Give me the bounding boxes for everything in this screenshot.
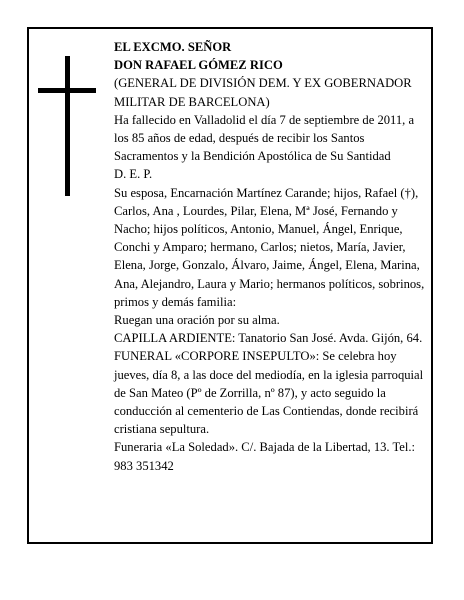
death-notice: Ha fallecido en Valladolid el día 7 de septiembre de 2011, a los 85 años de edad, después de recibir los Santos Sacramentos y la Bendición Apostólica de Su Santidad xyxy=(114,112,415,164)
deceased-name: DON RAFAEL GÓMEZ RICO xyxy=(114,58,283,73)
prayer-request: Ruegan una oración por su alma. xyxy=(114,313,280,328)
obituary-text xyxy=(114,38,429,475)
deceased-rank: (GENERAL DE DIVISIÓN DEM. Y EX GOBERNADOR MILITAR DE BARCELONA) xyxy=(114,76,412,109)
chapel-info: CAPILLA ARDIENTE: Tanatorio San José. Avda. Gijón, 64. xyxy=(114,331,423,346)
rip: D. E. P. xyxy=(114,167,153,182)
cross-icon-bar xyxy=(38,88,96,93)
funeral-home: Funeraria «La Soledad». C/. Bajada de la Libertad, 13. Tel.: 983 351342 xyxy=(114,440,416,473)
deceased-title: EL EXCMO. SEÑOR xyxy=(114,40,232,54)
funeral-info: FUNERAL «CORPORE INSEPULTO»: Se celebra hoy jueves, día 8, a las doce del mediodía, en la iglesia parroquial de San Mateo (Pº de Zorrilla, nº 87), y acto seguido la conducción al cementerio de Las Contiendas, donde recibirá cristiana sepultura. xyxy=(114,349,424,437)
family-list: Su esposa, Encarnación Martínez Carande; hijos, Rafael (†), Carlos, Ana , Lourdes, Pilar, Elena, Mª José, Fernando y Nacho; hijos políticos, Antonio, Manuel, Ángel, Enrique, Conchi y Amparo; hermano, Carlos; nietos, María, Javier, Elena, Jorge, Gonzalo, Álvaro, Jaime, Ángel, Elena, Marina, Ana, Alejandro, Laura y Mario; hermanos políticos, sobrinos, primos y demás familia: xyxy=(114,185,425,309)
cross-icon xyxy=(65,56,70,196)
